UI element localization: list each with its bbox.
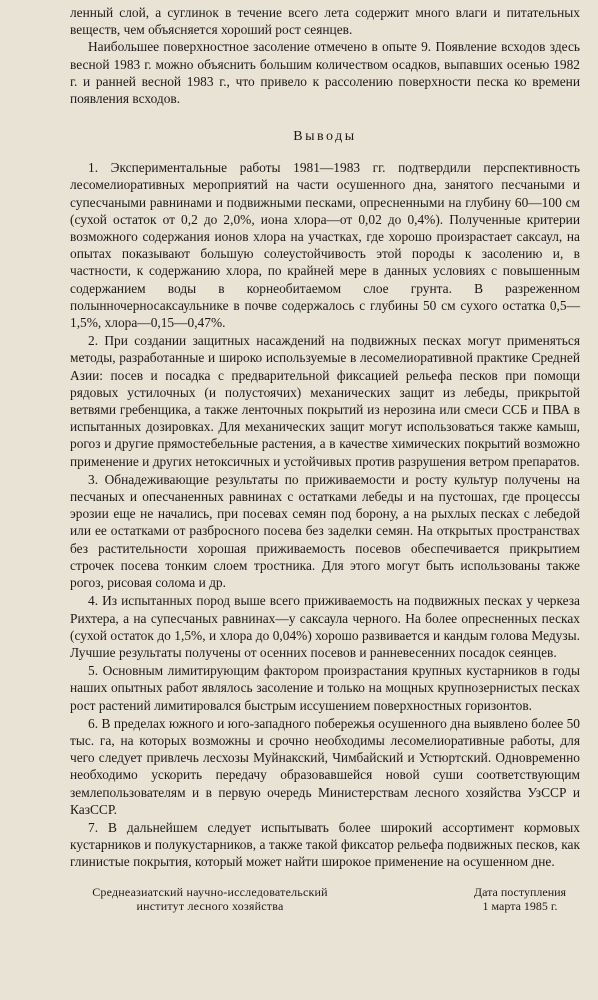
conclusion-3: 3. Обнадеживающие результаты по приживаемости и росту культур получены на песчаных и опесчаненных равнинах с остатками лебеды и на пустошах, где процессы эрозии еще не начались, при посевах семян под борону, а на рыхлых песках с лебедой или ее остатками от разбросного посева без заделки семян. На открытых пространствах без растительности хорошая приживаемость посевов обеспечивается прикрытием строчек посева тонким слоем тростника. Для этого могут быть использованы также рогоз, рисовая солома и др. <box>70 471 580 591</box>
received-label: Дата поступления <box>473 884 567 899</box>
institute-line-1: Среднеазиатский научно-исследовательский <box>92 884 328 899</box>
section-heading-conclusions: Выводы <box>293 129 357 145</box>
conclusion-1: 1. Экспериментальные работы 1981—1983 гг. подтвердили перспективность лесомелиоративных мероприятий на части осушенного дна, занятого песчаными и супесчаными равнинами и подвижными песками, опресненными на глубину 60—100 см (сухой остаток от 0,2 до 2,0%, иона хлора—от 0,02 до 0,4%). Полученные критерии возможного содержания ионов хлора на участках, где хорошо произрастает саксаул, на опытах показывают большую солеустойчивость этой породы к засолению и, в частности, к содержанию хлора, по крайней мере в данных условиях с повышенным содержанием воды в корнеобитаемом слое грунта. В разреженном полынночерносаксаульнике в почве содержалось с глубины 50 см сухого остатка 0,5—1,5%, хлора—0,15—0,47%. <box>70 160 580 331</box>
received-date <box>460 885 580 913</box>
paragraph-salinity: Наибольшее поверхностное засоление отмечено в опыте 9. Появление всходов здесь весной 1983 г. можно объяснить большим количеством осадков, выпавших осенью 1982 г. и ранней весной 1983 г., что привело к рассолению поверхности песка ко времени появления всходов. <box>70 39 580 107</box>
conclusion-4: 4. Из испытанных пород выше всего приживаемость на подвижных песках у черкеза Рихтера, а на супесчаных равнинах—у саксаула черного. На более опресненных песках (сухой остаток до 1,5%, и хлора до 0,04%) хорошо развивается и кандым голова Медузы. Лучшие результаты получены от осенних посевов и ранневесенних посадок сеянцев. <box>70 593 580 660</box>
institute-line-2: институт лесного хозяйства <box>136 898 284 913</box>
conclusion-5: 5. Основным лимитирующим фактором произрастания крупных кустарников в годы наших опытных работ являлось засоление и только на мощных крупнозернистых песках рост растений лимитировался быстрым иссушением поверхностных горизонтов. <box>70 663 580 713</box>
conclusion-7: 7. В дальнейшем следует испытывать более широкий ассортимент кормовых кустарников и полукустарников, а также такой фиксатор рельефа подвижных песков, как глинистые покрытия, который может найти широкое применение на осушенном дне. <box>70 819 580 870</box>
paragraph-continued: ленный слой, а суглинок в течение всего лета содержит много влаги и питательных веществ, чем объясняется хороший рост сеянцев. <box>70 5 580 38</box>
conclusion-6: 6. В пределах южного и юго-западного побережья осушенного дна выявлено более 50 тыс. га, на которых возможны и срочно необходимы лесомелиоративные работы, для чего следует привлечь лесхозы Муйнакский, Чимбайский и Устюртский. Одновременно необходимо ускорить передачу образовавшейся новой суши соответствующим землепользователям и в первую очередь Министерствам лесного хозяйства УзССР и КазССР. <box>70 715 580 817</box>
institute-affiliation <box>70 885 350 913</box>
document-footer <box>70 885 580 913</box>
received-value: 1 марта 1985 г. <box>482 898 558 913</box>
conclusion-2: 2. При создании защитных насаждений на подвижных песках могут применяться методы, разработанные и широко используемые в лесомелиоративной практике Средней Азии: посев и посадка с предварительной фиксацией рельефа песков при помощи рядовых устилочных (и полустоячих) механических защит из лебеды, прикрытой ветвями гребенщика, а также ленточных покрытий из нерозина или смеси ССБ и ПВА в испытанных дозировках. Для механических защит могут использоваться также камыш, рогоз и другие прямостебельные растения, а в качестве химических покрытий возможно применение и других нетоксичных и устойчивых против разрушения ветром препаратов. <box>70 333 580 469</box>
